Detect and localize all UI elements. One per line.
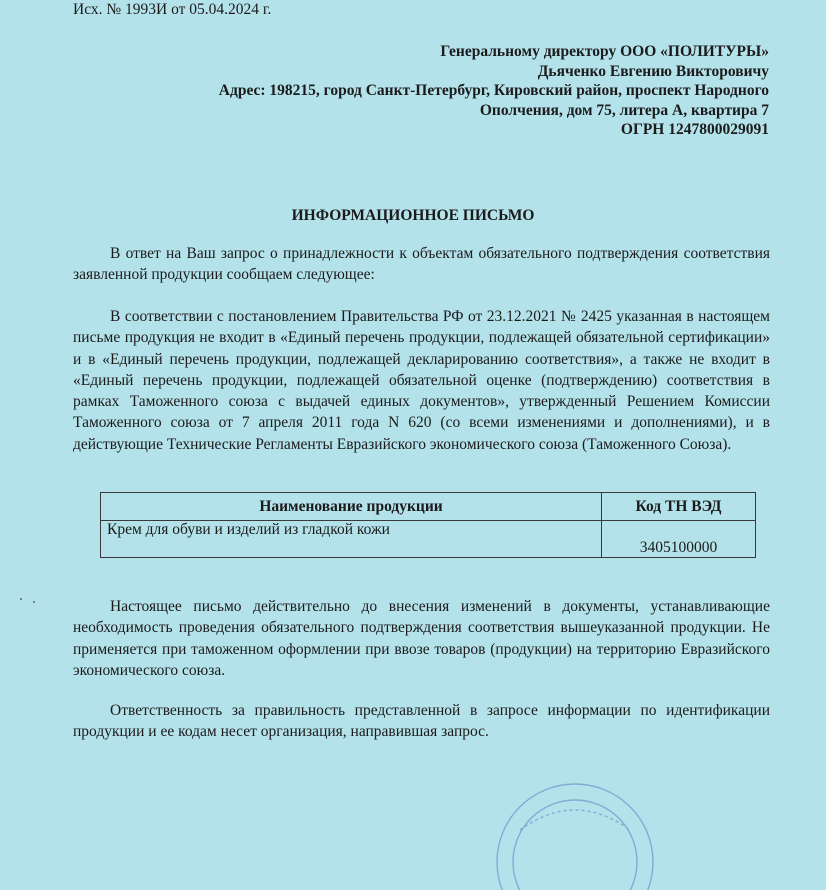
paragraph-intro: В ответ на Ваш запрос о принадлежности к объектам обязательного подтверждения соответствия заявленной продукции сообщаем следующее: [73, 245, 770, 284]
round-seal-stamp [490, 770, 660, 890]
outgoing-reference: Исх. № 1993И от 05.04.2024 г. [73, 1, 272, 18]
paragraph-validity: Настоящее письмо действительно до внесения изменений в документы, устанавливающие необходимость проведения обязательного подтверждения соответствия вышеуказанной продукции. Не применяется при таможенном оформлении при ввозе товаров (продукции) на территорию Евразийского экономического союза. [73, 598, 770, 679]
table-header-row [101, 493, 756, 521]
product-table [100, 492, 756, 558]
addressee-line: Адрес: 198215, город Санкт-Петербург, Кировский район, проспект Народного [218, 82, 769, 100]
addressee-block [129, 42, 769, 140]
header-product-name: Наименование продукции [101, 493, 602, 521]
header-hs-code: Код ТН ВЭД [602, 493, 756, 521]
paragraph-regulation: В соответствии с постановлением Правительства РФ от 23.12.2021 № 2425 указанная в настоящем письме продукция не входит в «Единый перечень продукции, подлежащей обязательной сертификации» и в «Единый перечень продукции, подлежащей декларированию соответствия», а также не входит в «Единый перечень продукции, подлежащей обязательной оценке (подтверждению) соответствия в рамках Таможенного союза с выдачей единых документов», утвержденный Решением Комиссии Таможенного союза от 7 апреля 2011 года N 620 (со всеми изменениями и дополнениями), и в действующие Технические Регламенты Евразийского экономического союза (Таможенного Союза). [73, 308, 770, 453]
addressee-line: ОГРН 1247800029091 [620, 121, 769, 139]
hs-code-cell: 3405100000 [602, 521, 756, 558]
scan-speck [20, 598, 22, 600]
addressee-line: Ополчения, дом 75, литера А, квартира 7 [479, 101, 769, 119]
scan-speck [33, 601, 35, 603]
addressee-line: Дьяченко Евгению Викторовичу [537, 62, 769, 80]
product-name-cell: Крем для обуви и изделий из гладкой кожи [101, 521, 602, 558]
paragraph-responsibility: Ответственность за правильность представленной в запросе информации по идентификации продукции и ее кодам несет организация, направившая запрос. [73, 702, 770, 741]
table-row [101, 521, 756, 558]
addressee-line: Генеральному директору ООО «ПОЛИТУРЫ» [440, 43, 769, 60]
letter-title: ИНФОРМАЦИОННОЕ ПИСЬМО [291, 207, 535, 224]
